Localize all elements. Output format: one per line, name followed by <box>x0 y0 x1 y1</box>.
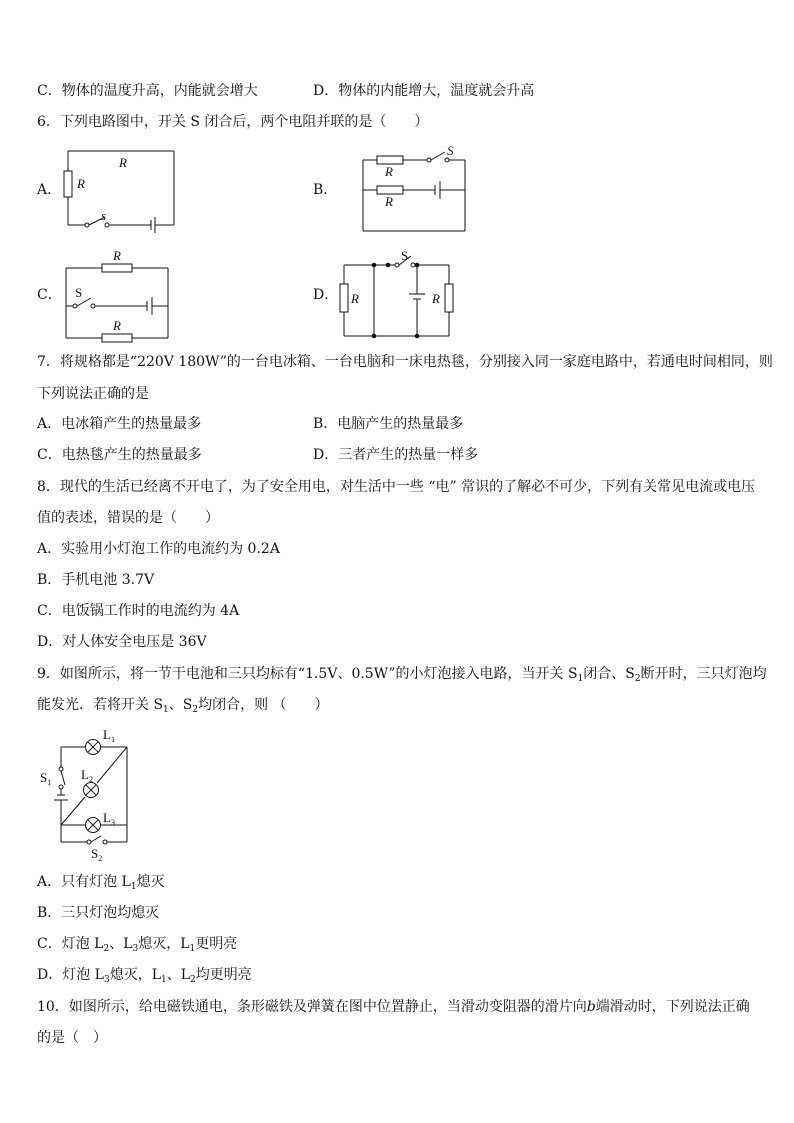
q8-option-c: C．电饭锅工作时的电流约为 4A <box>37 603 240 619</box>
q8-option-a: A．实验用小灯泡工作的电流约为 0.2A <box>37 541 280 557</box>
q6-circuit-c <box>55 246 180 346</box>
q9-option-b: B．三只灯泡均熄灭 <box>37 905 160 921</box>
q6c-resistor-label-top: R <box>113 248 121 263</box>
q6b-switch-label: S <box>447 143 454 158</box>
q8-stem-line2: 值的表述，错误的是（ ） <box>37 510 219 526</box>
q7-option-d: D．三者产生的热量一样多 <box>313 447 479 463</box>
q7-stem-line1: 7．将规格都是“220V 180W”的一台电冰箱、一台电脑和一床电热毯，分别接入同一家庭电路中，若通电时间相同，则 <box>37 354 773 370</box>
q9-option-a: A．只有灯泡 $L_1$熄灭 <box>37 874 165 892</box>
q6-circuit-b <box>355 143 470 238</box>
q8-option-d: D．对人体安全电压是 36V <box>37 634 207 650</box>
q6d-resistor-label-right: R <box>432 291 440 306</box>
q9-label-l2: $L_2$ <box>81 767 93 784</box>
q6c-switch-label: S <box>75 285 83 300</box>
q7-option-c: C．电热毯产生的热量最多 <box>37 447 202 463</box>
q6-label-c: C． <box>37 287 62 303</box>
q6-label-a: A． <box>37 182 62 198</box>
q10-stem-line2: 的是（ ） <box>37 1030 107 1046</box>
q8-stem-line1: 8．现代的生活已经离不开电了，为了安全用电，对生活中一些 “电” 常识的了解必不可少，下列有关常见电流或电压 <box>37 479 756 495</box>
q6-label-b: B． <box>313 182 338 198</box>
q6d-resistor-label-left: R <box>351 291 359 306</box>
q6c-resistor-label-bottom: R <box>113 318 121 333</box>
q9-label-s1: $S_1$ <box>40 770 52 787</box>
q6b-resistor-label-bottom: R <box>385 194 393 209</box>
q6b-resistor-label-top: R <box>385 164 393 179</box>
q7-option-b: B．电脑产生的热量最多 <box>313 416 464 432</box>
q5-option-d: D．物体的内能增大，温度就会升高 <box>313 83 535 99</box>
q9-label-l3: $L_3$ <box>103 810 115 827</box>
q7-option-a: A．电冰箱产生的热量最多 <box>37 416 202 432</box>
q6a-resistor-label-top: R <box>119 155 127 170</box>
q10-stem-line1: 10．如图所示，给电磁铁通电，条形磁铁及弹簧在图中位置静止，当滑动变阻器的滑片向b端滑动时，下列说法正确 <box>37 999 750 1015</box>
q7-stem-line2: 下列说法正确的是 <box>37 386 149 402</box>
q6d-switch-label: S <box>401 248 409 263</box>
q6a-switch-label: s <box>101 208 107 223</box>
q9-stem-line1: 9．如图所示，将一节干电池和三只均标有“1.5V、0.5W”的小灯泡接入电路，当开关 $S_1$闭合、$S_2$断开时，三只灯泡均 <box>37 666 767 684</box>
q8-option-b: B．手机电池 3.7V <box>37 572 155 588</box>
q6-label-d: D． <box>313 287 339 303</box>
q6-circuit-a <box>55 143 185 233</box>
q9-label-s2: $S_2$ <box>91 846 103 863</box>
q9-label-l1: $L_1$ <box>103 727 115 744</box>
q9-option-d: D．灯泡 $L_3$熄灭，$L_1$、$L_2$均更明亮 <box>37 967 252 985</box>
q6-stem: 6．下列电路图中，开关 S 闭合后，两个电阻并联的是（ ） <box>37 114 429 130</box>
q9-circuit <box>35 725 145 865</box>
q9-stem-line2: 能发光．若将开关 $S_1$、$S_2$均闭合，则 （ ） <box>37 697 329 715</box>
q9-option-c: C．灯泡 $L_2$、$L_3$熄灭，$L_1$更明亮 <box>37 936 238 954</box>
q6-circuit-d <box>335 248 465 343</box>
q6a-resistor-label-left: R <box>77 176 85 191</box>
q5-option-c: C．物体的温度升高，内能就会增大 <box>37 83 258 99</box>
